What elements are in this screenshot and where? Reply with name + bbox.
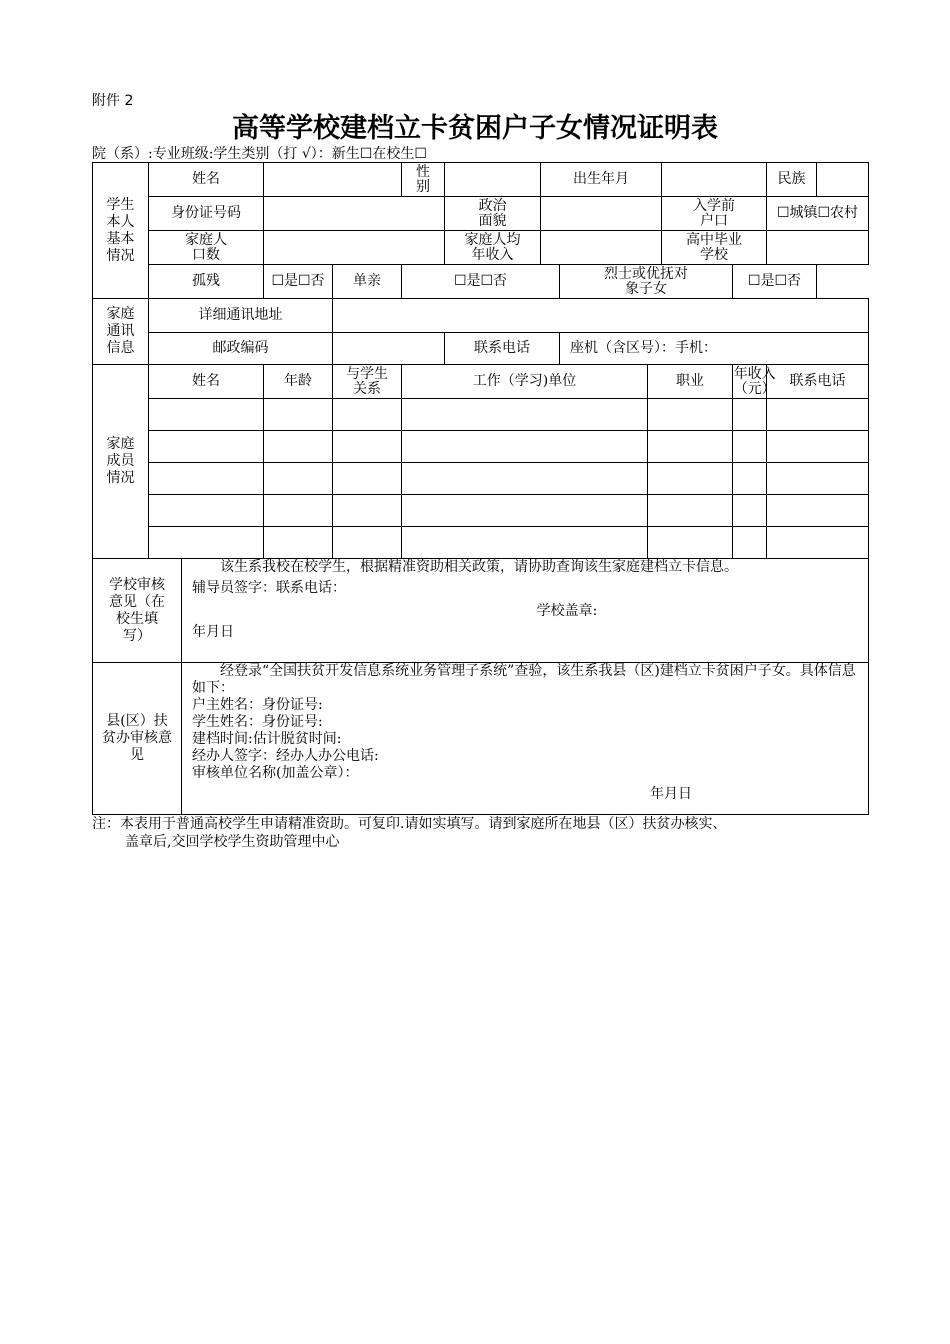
member-cell[interactable] bbox=[733, 399, 767, 431]
member-cell[interactable] bbox=[648, 495, 733, 527]
county-line-handler: 经办人签字：经办人办公电话: bbox=[192, 748, 379, 764]
id-number-field[interactable] bbox=[264, 197, 445, 231]
family-size-field[interactable] bbox=[264, 231, 445, 265]
label-postcode: 邮政编码 bbox=[149, 333, 333, 365]
table-row bbox=[93, 527, 869, 559]
member-cell[interactable] bbox=[648, 463, 733, 495]
table-row bbox=[93, 495, 869, 527]
per-income-field[interactable] bbox=[541, 231, 662, 265]
member-cell[interactable] bbox=[149, 399, 264, 431]
name-field[interactable] bbox=[264, 163, 402, 197]
member-cell[interactable] bbox=[264, 495, 333, 527]
label-id-number: 身份证号码 bbox=[149, 197, 264, 231]
label-phone: 联系电话 bbox=[445, 333, 560, 365]
county-line-dates: 建档时间:估计脱贫时间: bbox=[192, 731, 342, 747]
school-counselor-line: 辅导员签字：联系电话： bbox=[192, 580, 346, 596]
label-family-size: 家庭人口数 bbox=[149, 231, 264, 265]
address-field[interactable] bbox=[333, 299, 869, 333]
member-cell[interactable] bbox=[333, 431, 402, 463]
high-school-field[interactable] bbox=[767, 231, 869, 265]
member-cell[interactable] bbox=[733, 527, 767, 559]
table-row bbox=[93, 463, 869, 495]
phone-detail[interactable]: 座机（含区号）：手机： bbox=[560, 333, 869, 365]
single-parent-options[interactable]: ☐是☐否 bbox=[402, 265, 560, 299]
member-cell[interactable] bbox=[767, 399, 869, 431]
table-row bbox=[93, 399, 869, 431]
member-cell[interactable] bbox=[767, 463, 869, 495]
label-per-income: 家庭人均年收入 bbox=[445, 231, 541, 265]
table-row bbox=[93, 431, 869, 463]
member-cell[interactable] bbox=[149, 431, 264, 463]
member-cell[interactable] bbox=[264, 431, 333, 463]
school-stamp: 学校盖章: bbox=[536, 603, 598, 619]
member-cell[interactable] bbox=[648, 399, 733, 431]
member-cell[interactable] bbox=[402, 431, 648, 463]
label-orphan: 孤残 bbox=[149, 265, 264, 299]
member-cell[interactable] bbox=[767, 527, 869, 559]
member-cell[interactable] bbox=[264, 527, 333, 559]
member-cell[interactable] bbox=[149, 495, 264, 527]
contact-section-label: 家庭通讯信息 bbox=[93, 299, 149, 365]
label-name: 姓名 bbox=[149, 163, 264, 197]
member-cell[interactable] bbox=[402, 527, 648, 559]
school-opinion-text: 该生系我校在校学生，根据精准资助相关政策，请协助查询该生家庭建档立卡信息。 bbox=[220, 559, 738, 575]
member-header-job: 职业 bbox=[648, 365, 733, 399]
birth-field[interactable] bbox=[662, 163, 767, 197]
member-header-phone: 联系电话 bbox=[767, 365, 869, 399]
member-header-name: 姓名 bbox=[149, 365, 264, 399]
label-martyr: 烈士或优抚对象子女 bbox=[560, 265, 733, 299]
attachment-label: 附件 2 bbox=[92, 93, 134, 109]
county-section-label: 县(区）扶贫办审核意见 bbox=[93, 663, 182, 815]
member-cell[interactable] bbox=[733, 431, 767, 463]
politics-field[interactable] bbox=[541, 197, 662, 231]
page-title: 高等学校建档立卡贫困户子女情况证明表 bbox=[232, 113, 718, 144]
member-cell[interactable] bbox=[333, 527, 402, 559]
county-line-householder: 户主姓名：身份证号: bbox=[192, 697, 323, 713]
county-line-student: 学生姓名：身份证号: bbox=[192, 714, 323, 730]
member-cell[interactable] bbox=[767, 431, 869, 463]
footnote-line-1: 注：本表用于普通高校学生申请精准资助。可复印.请如实填写。请到家庭所在地县（区）扶贫办核实、 bbox=[92, 816, 727, 832]
school-opinion-box bbox=[182, 559, 869, 663]
label-address: 详细通讯地址 bbox=[149, 299, 333, 333]
member-cell[interactable] bbox=[402, 495, 648, 527]
footnote bbox=[92, 815, 882, 851]
member-cell[interactable] bbox=[402, 463, 648, 495]
label-high-school: 高中毕业学校 bbox=[662, 231, 767, 265]
footnote-line-2: 盖章后,交回学校学生资助管理中心 bbox=[125, 834, 340, 850]
postcode-field[interactable] bbox=[333, 333, 445, 365]
member-cell[interactable] bbox=[733, 463, 767, 495]
member-header-workplace: 工作（学习)单位 bbox=[402, 365, 648, 399]
member-header-income: 年收入（元） bbox=[733, 365, 776, 397]
member-cell[interactable] bbox=[333, 495, 402, 527]
martyr-options[interactable]: ☐是☐否 bbox=[733, 265, 817, 299]
member-cell[interactable] bbox=[264, 399, 333, 431]
members-section-label: 家庭成员情况 bbox=[93, 365, 149, 559]
member-cell[interactable] bbox=[264, 463, 333, 495]
orphan-options[interactable]: ☐是☐否 bbox=[264, 265, 333, 299]
member-cell[interactable] bbox=[149, 527, 264, 559]
member-cell[interactable] bbox=[733, 495, 767, 527]
hukou-options[interactable]: ☐城镇☐农村 bbox=[767, 197, 869, 231]
county-opinion-box bbox=[182, 663, 869, 815]
basic-section-label: 学生本人基本情况 bbox=[93, 163, 149, 299]
school-date: 年月日 bbox=[192, 624, 234, 640]
member-cell[interactable] bbox=[333, 399, 402, 431]
member-cell[interactable] bbox=[149, 463, 264, 495]
member-header-relation: 与学生关系 bbox=[333, 365, 402, 399]
member-cell[interactable] bbox=[767, 495, 869, 527]
member-cell[interactable] bbox=[333, 463, 402, 495]
county-date: 年月日 bbox=[650, 786, 692, 802]
label-gender: 性别 bbox=[402, 163, 445, 197]
county-line-unit: 审核单位名称(加盖公章）： bbox=[192, 765, 359, 781]
member-cell[interactable] bbox=[402, 399, 648, 431]
ethnicity-field[interactable] bbox=[817, 163, 869, 197]
member-header-age: 年龄 bbox=[264, 365, 333, 399]
label-politics: 政治面貌 bbox=[445, 197, 541, 231]
label-single-parent: 单亲 bbox=[333, 265, 402, 299]
member-cell[interactable] bbox=[648, 431, 733, 463]
label-hukou: 入学前户口 bbox=[662, 197, 767, 231]
county-opinion-text: 经登录“全国扶贫开发信息系统业务管理子系统”查验，该生系我县（区)建档立卡贫困户子女。具体信息如下： bbox=[192, 663, 856, 696]
certificate-form-table bbox=[92, 162, 869, 815]
member-cell[interactable] bbox=[648, 527, 733, 559]
gender-field[interactable] bbox=[445, 163, 541, 197]
label-birth: 出生年月 bbox=[541, 163, 662, 197]
school-section-label: 学校审核意见（在校生填写） bbox=[93, 559, 182, 663]
form-subtitle: 院（系）:专业班级:学生类别（打 √）：新生☐在校生☐ bbox=[92, 146, 427, 162]
label-ethnicity: 民族 bbox=[767, 163, 817, 197]
